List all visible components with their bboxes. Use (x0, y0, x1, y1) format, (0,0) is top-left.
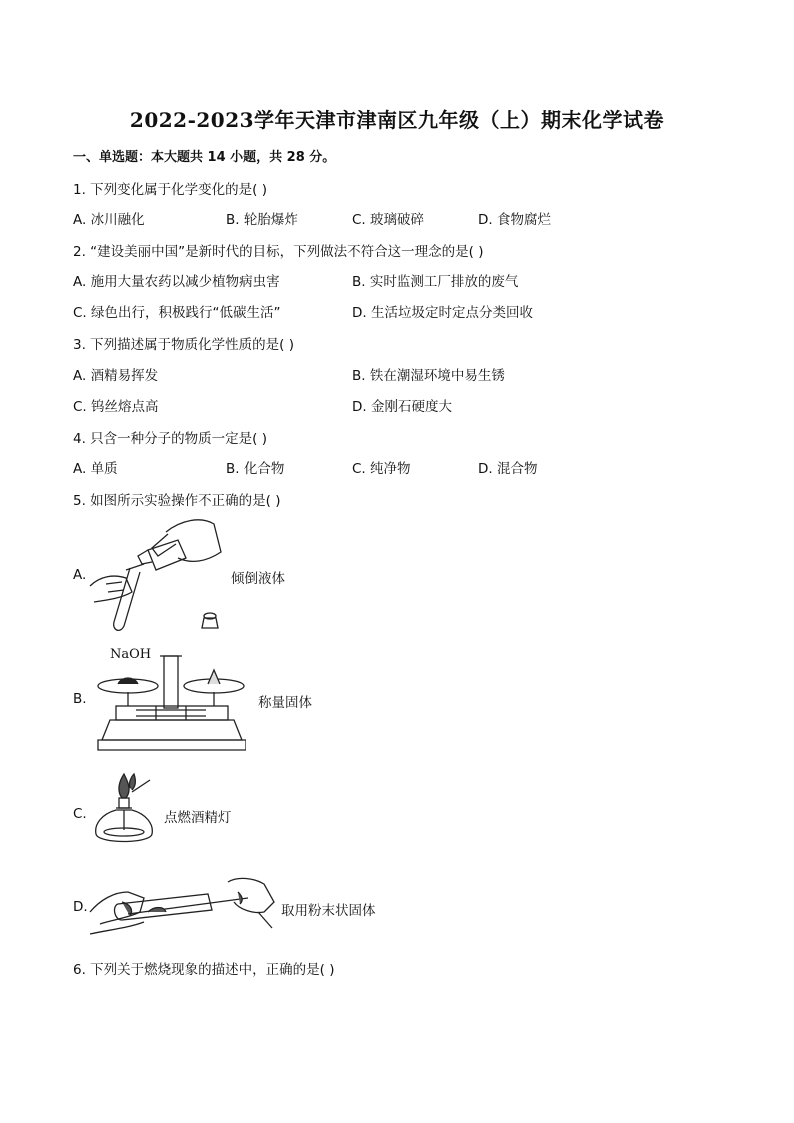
q5-option-b-caption: 称量固体 (258, 695, 312, 711)
naoh-label: NaOH (110, 647, 152, 662)
question-6-stem: 6. 下列关于燃烧现象的描述中，正确的是( ) (73, 962, 335, 978)
q3-option-b: B. 铁在潮湿环境中易生锈 (352, 368, 505, 384)
balance-scale-figure (96, 640, 246, 755)
q4-option-c: C. 纯净物 (352, 461, 411, 477)
q4-option-a: A. 单质 (73, 461, 118, 477)
exam-title: 2022-2023学年天津市津南区九年级（上）期末化学试卷 (129, 108, 665, 132)
q4-option-b: B. 化合物 (226, 461, 285, 477)
q5-option-d-caption: 取用粉末状固体 (281, 903, 376, 919)
question-4-stem: 4. 只含一种分子的物质一定是( ) (73, 431, 267, 447)
alcohol-lamp-figure (92, 770, 162, 850)
question-1-stem: 1. 下列变化属于化学变化的是( ) (73, 182, 267, 198)
question-2-stem: 2. “建设美丽中国”是新时代的目标，下列做法不符合这一理念的是( ) (73, 244, 484, 260)
q3-option-d: D. 金刚石硬度大 (352, 399, 452, 415)
q5-option-b-letter: B. (73, 691, 87, 707)
q2-option-b: B. 实时监测工厂排放的废气 (352, 274, 519, 290)
q5-option-a-letter: A. (73, 567, 87, 583)
q5-option-d-letter: D. (73, 899, 88, 915)
q4-option-d: D. 混合物 (478, 461, 538, 477)
q3-option-c: C. 钨丝熔点高 (73, 399, 159, 415)
q3-option-a: A. 酒精易挥发 (73, 368, 159, 384)
q1-option-b: B. 轮胎爆炸 (226, 212, 298, 228)
q1-option-c: C. 玻璃破碎 (352, 212, 425, 228)
q2-option-c: C. 绿色出行，积极践行“低碳生活” (73, 305, 281, 321)
q5-option-a-caption: 倾倒液体 (231, 571, 285, 587)
section-heading: 一、单选题：本大题共 14 小题，共 28 分。 (73, 150, 336, 165)
q1-option-d: D. 食物腐烂 (478, 212, 551, 228)
q1-option-a: A. 冰川融化 (73, 212, 145, 228)
powder-tube-figure (88, 872, 278, 942)
question-5-stem: 5. 如图所示实验操作不正确的是( ) (73, 493, 281, 509)
q5-option-c-letter: C. (73, 806, 87, 822)
q2-option-a: A. 施用大量农药以减少植物病虫害 (73, 274, 280, 290)
q2-option-d: D. 生活垃圾定时定点分类回收 (352, 305, 533, 321)
question-3-stem: 3. 下列描述属于物质化学性质的是( ) (73, 337, 294, 353)
pouring-liquid-figure (86, 512, 226, 637)
q5-option-c-caption: 点燃酒精灯 (164, 810, 232, 826)
